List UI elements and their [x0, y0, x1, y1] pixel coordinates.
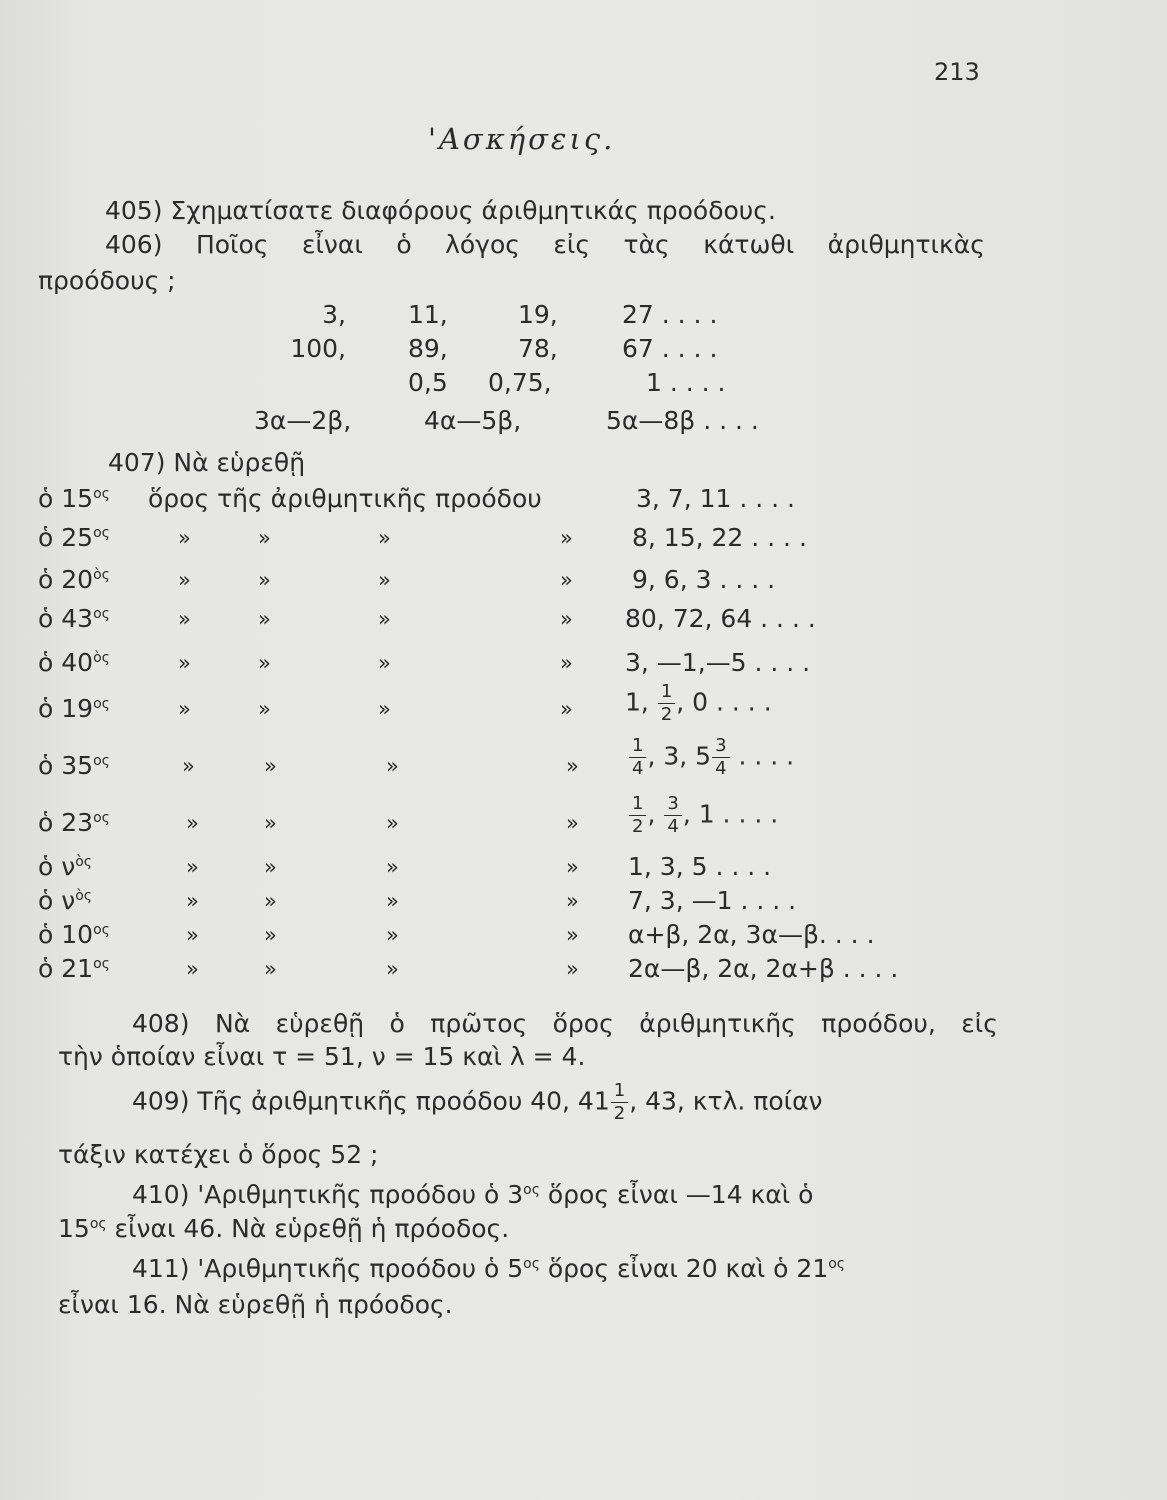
ditto-mark: » — [566, 811, 579, 835]
series-3-term-3: 1 . . . . — [646, 368, 726, 397]
ditto-mark: » — [560, 651, 573, 675]
exercise-407-row-term: ὁ $\nu^{ὸ\varsigma}$ — [38, 886, 93, 915]
series-3-term-2: 0,75, — [488, 368, 552, 397]
series-1-term-1: 3, — [322, 300, 346, 329]
word: ἀριθμητικὰς — [827, 230, 985, 259]
word: τὰς — [623, 230, 670, 259]
ditto-mark: » — [258, 568, 271, 592]
exercise-407-row-1-text: ὅρος τῆς ἀριθμητικῆς προόδου — [148, 484, 542, 513]
word: εὑρεθῇ — [275, 1009, 365, 1038]
exercise-406-line1 — [105, 232, 985, 257]
ditto-mark: » — [566, 889, 579, 913]
series-4-term-1: 3α—2β, — [254, 406, 352, 435]
ditto-mark: » — [186, 811, 199, 835]
word: 406) — [105, 230, 163, 259]
page-number: 213 — [934, 58, 980, 86]
ditto-mark: » — [182, 754, 195, 778]
ditto-mark: » — [378, 568, 391, 592]
word: εἰς — [553, 230, 591, 259]
section-heading: 'Ασκήσεις. — [428, 122, 616, 156]
ditto-mark: » — [386, 889, 399, 913]
word: ὁ — [389, 1009, 405, 1038]
exercise-407-row-term: ὁ $19^{o\varsigma}$ — [38, 694, 110, 723]
exercise-408-line2: τὴν ὁποίαν εἶναι τ = 51, ν = 15 καὶ λ = 4. — [58, 1042, 586, 1071]
exercise-407-row-1-term: ὁ $15^{o\varsigma}$ — [38, 484, 110, 513]
exercise-407-row-term: ὁ $35^{o\varsigma}$ — [38, 751, 110, 780]
series-4-term-3: 5α—8β . . . . — [606, 406, 759, 435]
ditto-mark: » — [264, 889, 277, 913]
ditto-mark: » — [178, 651, 191, 675]
exercise-410-line2: $15^{o\varsigma}$ εἶναι 46. Νὰ εὑρεθῇ ἡ πρόοδος. — [58, 1214, 510, 1243]
word: 408) — [132, 1009, 190, 1038]
ditto-mark: » — [264, 811, 277, 835]
fraction: $\frac{1}{2}$ — [658, 683, 675, 724]
series-1-term-3: 19, — [518, 300, 558, 329]
word: Νὰ — [214, 1009, 251, 1038]
exercise-407-row-seq: 8, 15, 22 . . . . — [632, 523, 807, 552]
ditto-mark: » — [560, 526, 573, 550]
exercise-407-row-term: ὁ $10^{o\varsigma}$ — [38, 920, 110, 949]
ditto-mark: » — [264, 957, 277, 981]
exercise-411-line2: εἶναι 16. Νὰ εὑρεθῇ ἡ πρόοδος. — [58, 1290, 453, 1319]
exercise-405: 405) Σχηματίσατε διαφόρους άριθμητικάς προόδους. — [105, 196, 776, 225]
fraction: $\frac{3}{4}$ — [712, 737, 729, 778]
word: εἰς — [961, 1009, 998, 1038]
series-2-term-4: 67 . . . . — [622, 334, 718, 363]
ditto-mark: » — [186, 957, 199, 981]
exercise-407-intro: 407) Νὰ εὑρεθῇ — [108, 448, 306, 477]
fraction: $\frac{3}{4}$ — [664, 795, 681, 836]
exercise-407-row-term: ὁ $43^{o\varsigma}$ — [38, 604, 110, 633]
exercise-407-row-term: ὁ $20^{ὸ\varsigma}$ — [38, 565, 110, 594]
ditto-mark: » — [386, 957, 399, 981]
word: λόγος — [445, 230, 520, 259]
ditto-mark: » — [378, 607, 391, 631]
series-1-term-4: 27 . . . . — [622, 300, 718, 329]
word: ὁ — [396, 230, 412, 259]
ditto-mark: » — [560, 607, 573, 631]
series-2-term-1: 100, — [290, 334, 346, 363]
exercise-407-row-seq: 80, 72, 64 . . . . — [625, 604, 816, 633]
exercise-411-line1: 411) 'Αριθμητικῆς προόδου ὁ $5^{o\varsigma}$ ὅρος εἶναι 20 καὶ ὁ $21^{o\varsigma}$ — [132, 1254, 846, 1283]
series-1-term-2: 11, — [408, 300, 448, 329]
ditto-mark: » — [378, 526, 391, 550]
word: ἀριθμητικῆς — [639, 1009, 796, 1038]
ditto-mark: » — [258, 607, 271, 631]
exercise-407-row-seq: $\frac{1}{2}$ , $\frac{3}{4}$ , 1 . . . . — [628, 795, 778, 836]
ditto-mark: » — [186, 889, 199, 913]
ditto-mark: » — [566, 754, 579, 778]
exercise-407-row-seq: 1, 3, 5 . . . . — [628, 852, 772, 881]
ditto-mark: » — [378, 651, 391, 675]
ditto-mark: » — [264, 923, 277, 947]
ditto-mark: » — [264, 855, 277, 879]
fraction: $\frac{1}{4}$ — [629, 737, 646, 778]
exercise-407-row-term: ὁ $25^{o\varsigma}$ — [38, 523, 110, 552]
word: πρῶτος — [430, 1009, 528, 1038]
exercise-407-row-term: ὁ $\nu^{ὸ\varsigma}$ — [38, 852, 93, 881]
ditto-mark: » — [378, 697, 391, 721]
word: εἶναι — [301, 230, 363, 259]
ditto-mark: » — [386, 923, 399, 947]
exercise-410-line1: 410) 'Αριθμητικῆς προόδου ὁ $3^{o\varsigma}$ ὅρος εἶναι —14 καὶ ὁ — [132, 1180, 814, 1209]
series-2-term-3: 78, — [518, 334, 558, 363]
ditto-mark: » — [566, 923, 579, 947]
exercise-407-row-seq: 2α—β, 2α, 2α+β . . . . — [628, 954, 899, 983]
ditto-mark: » — [178, 607, 191, 631]
ditto-mark: » — [258, 526, 271, 550]
word: Ποῖος — [195, 230, 269, 259]
exercise-409-line1: 409) Τῆς ἀριθμητικῆς προόδου 40, 41 $\frac{1}{2}$ , 43, κτλ. ποίαν — [132, 1080, 823, 1124]
ditto-mark: » — [566, 957, 579, 981]
exercise-407-row-seq: 9, 6, 3 . . . . — [632, 565, 776, 594]
exercise-407-row-1-seq: 3, 7, 11 . . . . — [636, 484, 795, 513]
exercise-407-row-seq: α+β, 2α, 3α—β. . . . — [628, 920, 875, 949]
exercise-407-row-seq: $\frac{1}{4}$ , 3, 5 $\frac{3}{4}$ . . . . — [628, 737, 794, 778]
series-4-term-2: 4α—5β, — [424, 406, 522, 435]
ditto-mark: » — [178, 568, 191, 592]
fraction: $\frac{1}{2}$ — [629, 795, 646, 836]
ditto-mark: » — [264, 754, 277, 778]
exercise-407-row-seq: 3, —1,—5 . . . . — [625, 648, 811, 677]
ditto-mark: » — [258, 697, 271, 721]
ditto-mark: » — [186, 855, 199, 879]
word: προόδου, — [821, 1009, 936, 1038]
ditto-mark: » — [386, 855, 399, 879]
series-2-term-2: 89, — [408, 334, 448, 363]
word: κάτωθι — [703, 230, 795, 259]
exercise-409-line2: τάξιν κατέχει ὁ ὅρος 52 ; — [58, 1140, 379, 1169]
ditto-mark: » — [566, 855, 579, 879]
ditto-mark: » — [258, 651, 271, 675]
series-3-term-1: 0,5 — [408, 368, 448, 397]
ditto-mark: » — [186, 923, 199, 947]
ditto-mark: » — [386, 811, 399, 835]
fraction: $\frac{1}{2}$ — [611, 1082, 628, 1123]
ditto-mark: » — [560, 568, 573, 592]
exercise-407-row-term: ὁ $21^{o\varsigma}$ — [38, 954, 110, 983]
ditto-mark: » — [386, 754, 399, 778]
ditto-mark: » — [560, 697, 573, 721]
exercise-408-line1 — [132, 1011, 998, 1036]
exercise-407-row-term: ὁ $23^{o\varsigma}$ — [38, 808, 110, 837]
exercise-407-row-seq: 7, 3, —1 . . . . — [628, 886, 797, 915]
exercise-407-row-seq: 1, $\frac{1}{2}$ , 0 . . . . — [625, 681, 772, 725]
exercise-407-row-term: ὁ $40^{ὸ\varsigma}$ — [38, 648, 110, 677]
ditto-mark: » — [178, 526, 191, 550]
exercise-406-line2: προόδους ; — [38, 266, 176, 295]
ditto-mark: » — [178, 697, 191, 721]
word: ὅρος — [552, 1009, 614, 1038]
